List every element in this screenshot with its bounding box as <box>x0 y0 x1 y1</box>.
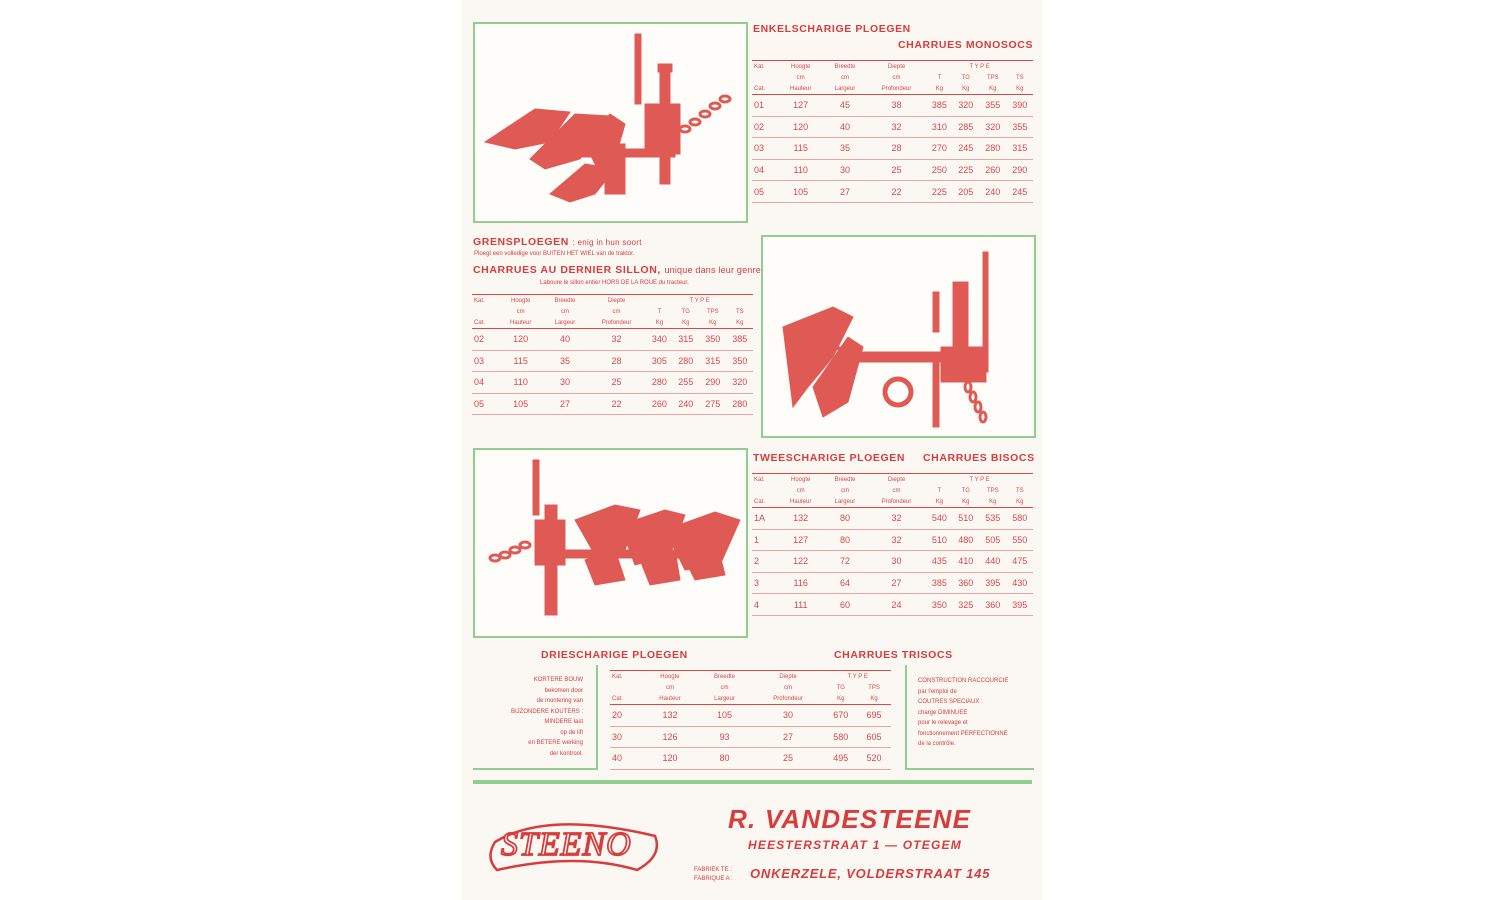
table-cell: 30 <box>752 705 825 727</box>
table-cell: 20 <box>610 705 643 727</box>
table-cell: 360 <box>953 572 979 594</box>
table-header-row: cm cm cm T TG TPS TS <box>796 487 1024 494</box>
table-cell: 40 <box>823 116 867 138</box>
table-header-row: Kat. Hoogte Breedte Diepte T Y P E <box>752 474 1033 486</box>
note-line: CONSTRUCTION RACCOURCIE <box>918 678 1009 684</box>
table-cell: 350 <box>926 594 952 616</box>
table-cell: 35 <box>823 138 867 160</box>
table-cell: 120 <box>778 116 823 138</box>
trisocs-spec-table <box>610 670 891 770</box>
plough-image-grens <box>761 235 1036 438</box>
plough-image-two-share <box>473 448 748 638</box>
table-cell: 385 <box>727 329 753 351</box>
table-cell: 310 <box>926 116 952 138</box>
table-cell: 440 <box>979 551 1007 573</box>
table-header-row: Kat. Hoogte Breedte Diepte T Y P E <box>752 61 1033 73</box>
table-cell: 40 <box>610 748 643 770</box>
note-line: pour le relevage et <box>918 720 968 726</box>
table-row <box>752 551 1033 573</box>
table-cell: 80 <box>823 508 867 530</box>
grens-title-nl-tail: : enig in hun soort <box>572 238 642 247</box>
table-row <box>752 138 1033 160</box>
table-cell: 93 <box>697 726 751 748</box>
table-cell: 32 <box>867 508 926 530</box>
table-row <box>752 529 1033 551</box>
table-cell: 38 <box>867 95 926 117</box>
table-cell: 410 <box>953 551 979 573</box>
grens-sub-nl: Ploegt een volledige voor BUITEN HET WIEL van de traktor. <box>474 251 635 257</box>
table-header-row: Cat. Hauteur Largeur Profondeur Kg Kg Kg Kg <box>752 83 1033 95</box>
table-header-row: Cat. Hauteur Largeur Profondeur Kg Kg Kg Kg <box>472 317 753 329</box>
monosocs-spec-table <box>752 60 1033 203</box>
table-cell: 580 <box>825 726 858 748</box>
bisocs-title-nl: TWEESCHARIGE PLOEGEN <box>753 452 906 464</box>
table-cell: 250 <box>926 159 952 181</box>
table-cell: 395 <box>1007 594 1033 616</box>
trisocs-note-fr <box>918 676 1033 750</box>
monosocs-title-fr: CHARRUES MONOSOCS <box>898 39 1034 51</box>
table-cell: 32 <box>867 116 926 138</box>
table-row <box>610 748 891 770</box>
table-cell: 110 <box>498 372 543 394</box>
table-cell: 04 <box>752 159 778 181</box>
table-cell: 355 <box>979 95 1007 117</box>
table-header-row: Cat. Hauteur Largeur Profondeur Kg Kg <box>610 693 891 705</box>
grens-plough-illustration <box>763 237 1034 436</box>
table-cell: 395 <box>979 572 1007 594</box>
table-cell: 340 <box>646 329 672 351</box>
bisocs-title-fr: CHARRUES BISOCS <box>923 452 1035 464</box>
table-cell: 550 <box>1007 529 1033 551</box>
table-cell: 27 <box>823 181 867 203</box>
table-cell: 80 <box>823 529 867 551</box>
green-divider-band <box>473 780 1032 784</box>
table-cell: 24 <box>867 594 926 616</box>
table-header-row: cm cm cm TG TPS <box>665 684 880 691</box>
table-cell: 430 <box>1007 572 1033 594</box>
table-cell: 05 <box>752 181 778 203</box>
note-line: bekomen door <box>544 687 583 694</box>
table-cell: 580 <box>1007 508 1033 530</box>
table-cell: 22 <box>867 181 926 203</box>
table-cell: 390 <box>1007 95 1033 117</box>
table-cell: 4 <box>752 594 778 616</box>
table-cell: 275 <box>699 393 727 415</box>
table-cell: 40 <box>543 329 587 351</box>
table-cell: 25 <box>752 748 825 770</box>
table-cell: 325 <box>953 594 979 616</box>
table-cell: 240 <box>673 393 699 415</box>
table-cell: 290 <box>1007 159 1033 181</box>
note-line: charge DIMINUEE <box>918 709 968 716</box>
note-line: par l'emploi de <box>918 688 957 695</box>
table-cell: 126 <box>643 726 698 748</box>
table-cell: 480 <box>953 529 979 551</box>
table-header-row: Kat. Hoogte Breedte Diepte T Y P E <box>472 295 753 307</box>
table-cell: 45 <box>823 95 867 117</box>
table-cell: 320 <box>727 372 753 394</box>
table-cell: 60 <box>823 594 867 616</box>
table-cell: 280 <box>673 350 699 372</box>
table-cell: 116 <box>778 572 823 594</box>
table-cell: 240 <box>979 181 1007 203</box>
table-cell: 105 <box>697 705 751 727</box>
table-cell: 245 <box>953 138 979 160</box>
table-cell: 03 <box>472 350 498 372</box>
note-line: de la contrôle. <box>918 741 956 747</box>
table-cell: 28 <box>867 138 926 160</box>
table-cell: 305 <box>646 350 672 372</box>
table-cell: 30 <box>823 159 867 181</box>
table-cell: 30 <box>610 726 643 748</box>
trisocs-note-nl <box>480 675 583 759</box>
table-cell: 510 <box>926 529 952 551</box>
table-cell: 605 <box>857 726 891 748</box>
table-cell: 505 <box>979 529 1007 551</box>
steeno-logo <box>487 812 662 880</box>
table-cell: 260 <box>979 159 1007 181</box>
table-cell: 2 <box>752 551 778 573</box>
table-row <box>472 393 753 415</box>
table-cell: 315 <box>673 329 699 351</box>
table-cell: 80 <box>697 748 751 770</box>
table-cell: 132 <box>643 705 698 727</box>
table-cell: 32 <box>587 329 646 351</box>
table-row <box>752 159 1033 181</box>
table-cell: 05 <box>472 393 498 415</box>
table-row <box>752 116 1033 138</box>
table-header-row: Cat. Hauteur Largeur Profondeur Kg Kg Kg Kg <box>752 496 1033 508</box>
table-cell: 22 <box>587 393 646 415</box>
table-cell: 245 <box>1007 181 1033 203</box>
table-cell: 27 <box>752 726 825 748</box>
table-cell: 285 <box>953 116 979 138</box>
table-cell: 02 <box>752 116 778 138</box>
table-cell: 435 <box>926 551 952 573</box>
table-cell: 28 <box>587 350 646 372</box>
trisocs-title-fr: CHARRUES TRISOCS <box>834 649 953 661</box>
table-cell: 02 <box>472 329 498 351</box>
table-cell: 72 <box>823 551 867 573</box>
table-row <box>752 594 1033 616</box>
table-cell: 127 <box>778 95 823 117</box>
table-cell: 225 <box>953 159 979 181</box>
table-cell: 3 <box>752 572 778 594</box>
table-cell: 320 <box>953 95 979 117</box>
table-cell: 110 <box>778 159 823 181</box>
table-cell: 1 <box>752 529 778 551</box>
grens-title-fr-line <box>473 264 761 276</box>
table-cell: 280 <box>646 372 672 394</box>
table-cell: 115 <box>498 350 543 372</box>
table-cell: 35 <box>543 350 587 372</box>
note-line: op de lift <box>560 729 583 736</box>
table-cell: 255 <box>673 372 699 394</box>
table-row <box>610 726 891 748</box>
note-line: de montering van <box>536 698 583 704</box>
table-cell: 115 <box>778 138 823 160</box>
table-cell: 385 <box>926 572 952 594</box>
table-cell: 105 <box>778 181 823 203</box>
table-cell: 260 <box>646 393 672 415</box>
table-cell: 315 <box>1007 138 1033 160</box>
table-row <box>472 372 753 394</box>
note-line: MINDERE last <box>544 719 583 725</box>
table-cell: 520 <box>857 748 891 770</box>
note-line: en BETERE werking <box>528 740 583 746</box>
table-cell: 04 <box>472 372 498 394</box>
table-cell: 290 <box>699 372 727 394</box>
table-cell: 1A <box>752 508 778 530</box>
table-row <box>472 329 753 351</box>
table-header-row: cm cm cm T TG TPS TS <box>516 308 744 315</box>
note-line: fonctionnement PERFECTIONNE <box>918 730 1008 737</box>
table-cell: 25 <box>587 372 646 394</box>
table-cell: 315 <box>699 350 727 372</box>
note-line: der kontrool. <box>549 750 583 757</box>
table-cell: 360 <box>979 594 1007 616</box>
factory-label-fr: FABRIQUE A : <box>694 876 733 882</box>
table-cell: 32 <box>867 529 926 551</box>
table-cell: 27 <box>543 393 587 415</box>
table-cell: 670 <box>825 705 858 727</box>
table-cell: 120 <box>643 748 698 770</box>
grens-sub-fr: Laboure le sillon entier HORS DE LA ROUE du tracteur. <box>540 280 689 286</box>
table-cell: 111 <box>778 594 823 616</box>
company-name: R. VANDESTEENE <box>728 804 972 834</box>
table-cell: 540 <box>926 508 952 530</box>
table-cell: 64 <box>823 572 867 594</box>
bisocs-spec-table <box>752 473 1033 616</box>
table-cell: 280 <box>727 393 753 415</box>
table-cell: 127 <box>778 529 823 551</box>
table-cell: 225 <box>926 181 952 203</box>
table-cell: 30 <box>867 551 926 573</box>
table-row <box>610 705 891 727</box>
table-cell: 355 <box>1007 116 1033 138</box>
logo-text: STEENO <box>501 826 632 863</box>
table-cell: 03 <box>752 138 778 160</box>
table-cell: 105 <box>498 393 543 415</box>
table-row <box>752 95 1033 117</box>
note-line: COUTRES SPECIAUX : <box>918 699 983 705</box>
grens-title-nl: GRENSPLOEGEN <box>473 236 569 248</box>
table-cell: 320 <box>979 116 1007 138</box>
table-cell: 270 <box>926 138 952 160</box>
table-cell: 350 <box>699 329 727 351</box>
grens-spec-table <box>472 294 753 415</box>
two-share-plough-illustration <box>475 450 746 636</box>
table-cell: 122 <box>778 551 823 573</box>
table-cell: 350 <box>727 350 753 372</box>
table-cell: 695 <box>857 705 891 727</box>
table-row <box>472 350 753 372</box>
table-header-row: Kat. Hoogte Breedte Diepte T Y P E <box>610 671 891 683</box>
company-address: HEESTERSTRAAT 1 — OTEGEM <box>748 838 962 852</box>
plough-image-single-share <box>473 22 748 223</box>
grens-title-fr-tail: unique dans leur genre <box>664 265 761 275</box>
table-row <box>752 508 1033 530</box>
trisocs-title-nl: DRIESCHARIGE PLOEGEN <box>541 649 688 661</box>
table-cell: 475 <box>1007 551 1033 573</box>
table-cell: 132 <box>778 508 823 530</box>
monosocs-title-nl: ENKELSCHARIGE PLOEGEN <box>753 23 911 35</box>
table-cell: 120 <box>498 329 543 351</box>
table-cell: 280 <box>979 138 1007 160</box>
factory-label-nl: FABRIEK TE : <box>694 867 732 873</box>
single-share-plough-illustration <box>475 24 746 221</box>
table-row <box>752 572 1033 594</box>
table-row <box>752 181 1033 203</box>
table-cell: 27 <box>867 572 926 594</box>
table-cell: 495 <box>825 748 858 770</box>
table-cell: 205 <box>953 181 979 203</box>
grens-title-nl-line <box>473 236 642 248</box>
note-line: BIJZONDERE KOUTERS : <box>510 708 583 715</box>
note-line: KORTERE BOUW <box>533 677 583 683</box>
table-cell: 510 <box>953 508 979 530</box>
table-cell: 535 <box>979 508 1007 530</box>
table-cell: 30 <box>543 372 587 394</box>
table-cell: 01 <box>752 95 778 117</box>
factory-address: ONKERZELE, VOLDERSTRAAT 145 <box>750 866 991 881</box>
table-header-row: cm cm cm T TG TPS TS <box>796 74 1024 81</box>
table-cell: 25 <box>867 159 926 181</box>
grens-title-fr: CHARRUES AU DERNIER SILLON, <box>473 264 661 276</box>
table-cell: 385 <box>926 95 952 117</box>
